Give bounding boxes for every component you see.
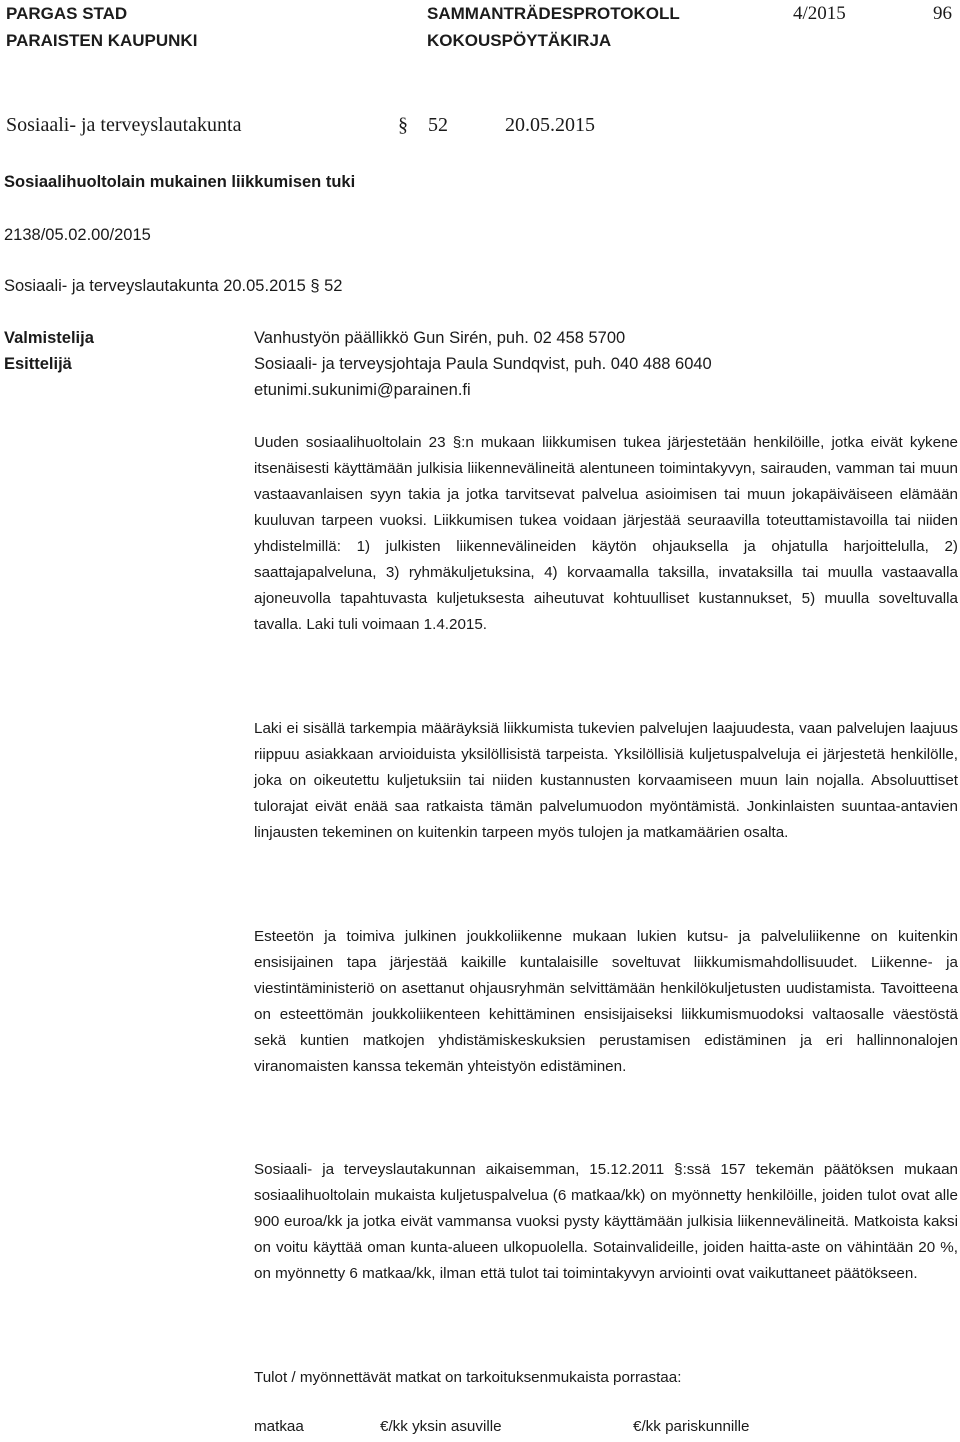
paragraph-1: Uuden sosiaalihuoltolain 23 §:n mukaan liikkumisen tukea järjestetään henkilöille, jotka eivät kykene itsenäisesti käyttämään julkisia liikennevälineitä alentuneen toimintakyvyn, sairauden, vamman tai muun vastaavanlaisen syyn takia ja jotka tarvitsevat palvelua asioimisen tai muun jokapäiväiseen elämään kuuluvan tarpeen vuoksi. Liikkumisen tukea voidaan järjestää seuraavilla toteuttamistavoilla tai niiden yhdistelmillä: 1) julkisten liikennevälineiden käytön ohjauksella ja ohjatulla harjoittelulla, 2) saattajapalveluna, 3) ryhmäkuljetuksina, 4) korvaamalla taksilla, invataksilla tai muulla vastaavalla ajoneuvolla tapahtuvasta kuljetuksesta aiheutuvat kohtuulliset kustannukset, 5) muulla soveltuvalla tavalla. Laki tuli voimaan 1.4.2015. <box>254 434 958 633</box>
meeting-date: 20.05.2015 <box>505 114 595 136</box>
city-name-swedish: PARGAS STAD <box>6 4 128 23</box>
preparer-value: Vanhustyön päällikkö Gun Sirén, puh. 02 458 5700 <box>254 329 626 347</box>
issue-number: 4/2015 <box>793 3 846 24</box>
case-number: 2138/05.02.00/2015 <box>4 226 151 244</box>
meeting-section: 52 <box>428 114 448 136</box>
presenter-value: Sosiaali- ja terveysjohtaja Paula Sundqvist, puh. 040 488 6040 <box>254 355 712 373</box>
table-header-trips: matkaa <box>254 1418 304 1435</box>
presenter-label: Esittelijä <box>4 355 72 373</box>
document-type-finnish: KOKOUSPÖYTÄKIRJA <box>427 31 612 50</box>
preparer-label: Valmistelija <box>4 329 94 347</box>
meeting-board: Sosiaali- ja terveyslautakunta <box>6 114 242 136</box>
document-type-swedish: SAMMANTRÄDESPROTOKOLL <box>427 4 680 23</box>
page-number: 96 <box>933 3 952 24</box>
document-title: Sosiaalihuoltolain mukainen liikkumisen tuki <box>4 173 356 191</box>
paragraph-4: Sosiaali- ja terveyslautakunnan aikaisemman, 15.12.2011 §:ssä 157 tekemän päätöksen mukaan sosiaalihuoltolain mukaista kuljetuspalvelua (6 matkaa/kk) on myönnetty henkilöille, joiden tulot ovat alle 900 euroa/kk ja jotka eivät vammansa vuoksi pysty käyttämään julkisia liikennevälineitä. Matkoista kaksi on voitu käyttää oman kunta-alueen ulkopuolella. Sotainvalideille, joiden haitta-aste on vähintään 20 %, on myönnetty 6 matkaa/kk, ilman että tulot tai toimintakyvyn arviointi ovat vaikuttaneet päätökseen. <box>254 1161 958 1282</box>
table-header-couples: €/kk pariskunnille <box>633 1418 750 1435</box>
reference-line: Sosiaali- ja terveyslautakunta 20.05.2015 § 52 <box>4 277 343 295</box>
city-name-finnish: PARAISTEN KAUPUNKI <box>6 31 198 50</box>
table-header-single: €/kk yksin asuville <box>380 1418 502 1435</box>
paragraph-5: Tulot / myönnettävät matkat on tarkoituksenmukaista porrastaa: <box>254 1369 682 1386</box>
paragraph-3: Esteetön ja toimiva julkinen joukkoliikenne mukaan lukien kutsu- ja palveluliikenne on kuitenkin ensisijainen tapa järjestää kaikille kuntalaisille soveltuvat liikkumismahdollisuudet. Liikenne- ja viestintäministeriö on asettanut ohjausryhmän selvittämään henkilökuljetusten uudistamista. Tavoitteena on esteettömän joukkoliikenteen kehittäminen ensisijaiseksi liikkumismuodoksi valtaosalle väestöstä sekä kuntien matkojen yhdistämiskeskuksien perustamisen edistäminen ja eri hallinnonalojen viranomaisten kanssa tekemän yhteistyön edistäminen. <box>254 928 958 1075</box>
paragraph-2: Laki ei sisällä tarkempia määräyksiä liikkumista tukevien palvelujen laajuudesta, vaan palvelujen laajuus riippuu asiakkaan arvioiduista yksilöllisistä tarpeista. Yksilöllisiä kuljetuspalveluja ei järjestetä henkilölle, joka on oikeutettu kuljetuksiin tai niiden kustannusten korvaamiseen muun lain nojalla. Absoluuttiset tulorajat eivät enää saa ratkaista tämän palvelumuodon myöntämistä. Jonkinlaisten suuntaa-antavien linjausten tekeminen on kuitenkin tarpeen myös tulojen ja matkamäärien osalta. <box>254 720 958 841</box>
section-symbol: § <box>398 114 408 136</box>
presenter-email: etunimi.sukunimi@parainen.fi <box>254 381 471 399</box>
